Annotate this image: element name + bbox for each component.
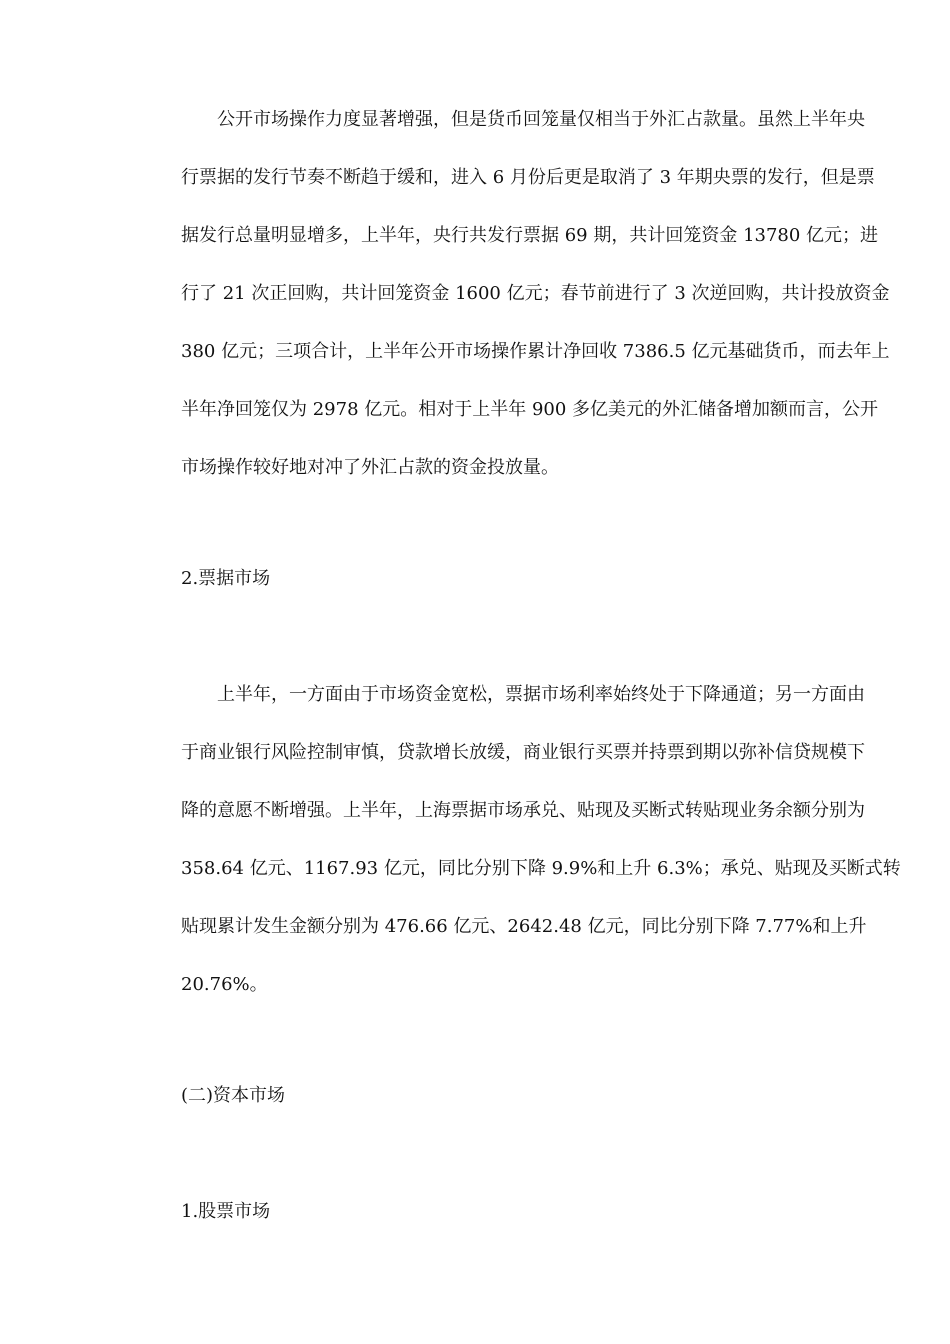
paragraph-line: 据发行总量明显增多，上半年，央行共发行票据 69 期，共计回笼资金 13780 亿元；进 xyxy=(181,225,879,246)
paragraph-line: 行票据的发行节奏不断趋于缓和，进入 6 月份后更是取消了 3 年期央票的发行，但是票 xyxy=(181,167,875,188)
section-heading-capital-market: (二)资本市场 xyxy=(181,1085,286,1106)
paragraph-line: 市场操作较好地对冲了外汇占款的资金投放量。 xyxy=(181,457,559,478)
paragraph-line: 行了 21 次正回购，共计回笼资金 1600 亿元；春节前进行了 3 次逆回购，共计投放资金 xyxy=(181,283,890,304)
paragraph-line: 降的意愿不断增强。上半年，上海票据市场承兑、贴现及买断式转贴现业务余额分别为 xyxy=(181,800,865,821)
paragraph-line: 公开市场操作力度显著增强，但是货币回笼量仅相当于外汇占款量。虽然上半年央 xyxy=(217,109,865,130)
paragraph-bill-market xyxy=(145,666,901,1014)
paragraph-open-market-operations xyxy=(145,91,890,497)
section-heading-bill-market: 2.票据市场 xyxy=(181,568,271,589)
paragraph-line: 20.76%。 xyxy=(181,974,268,995)
paragraph-line: 380 亿元；三项合计，上半年公开市场操作累计净回收 7386.5 亿元基础货币，而去年上 xyxy=(181,341,890,362)
paragraph-line: 于商业银行风险控制审慎，贷款增长放缓，商业银行买票并持票到期以弥补信贷规模下 xyxy=(181,742,865,763)
section-heading-stock-market: 1.股票市场 xyxy=(181,1201,271,1222)
paragraph-line: 贴现累计发生金额分别为 476.66 亿元、2642.48 亿元，同比分别下降 7.77%和上升 xyxy=(181,916,867,937)
paragraph-line: 上半年，一方面由于市场资金宽松，票据市场利率始终处于下降通道；另一方面由 xyxy=(217,684,865,705)
paragraph-line: 358.64 亿元、1167.93 亿元，同比分别下降 9.9%和上升 6.3%；承兑、贴现及买断式转 xyxy=(181,858,901,879)
paragraph-line: 半年净回笼仅为 2978 亿元。相对于上半年 900 多亿美元的外汇储备增加额而言，公开 xyxy=(181,399,879,420)
